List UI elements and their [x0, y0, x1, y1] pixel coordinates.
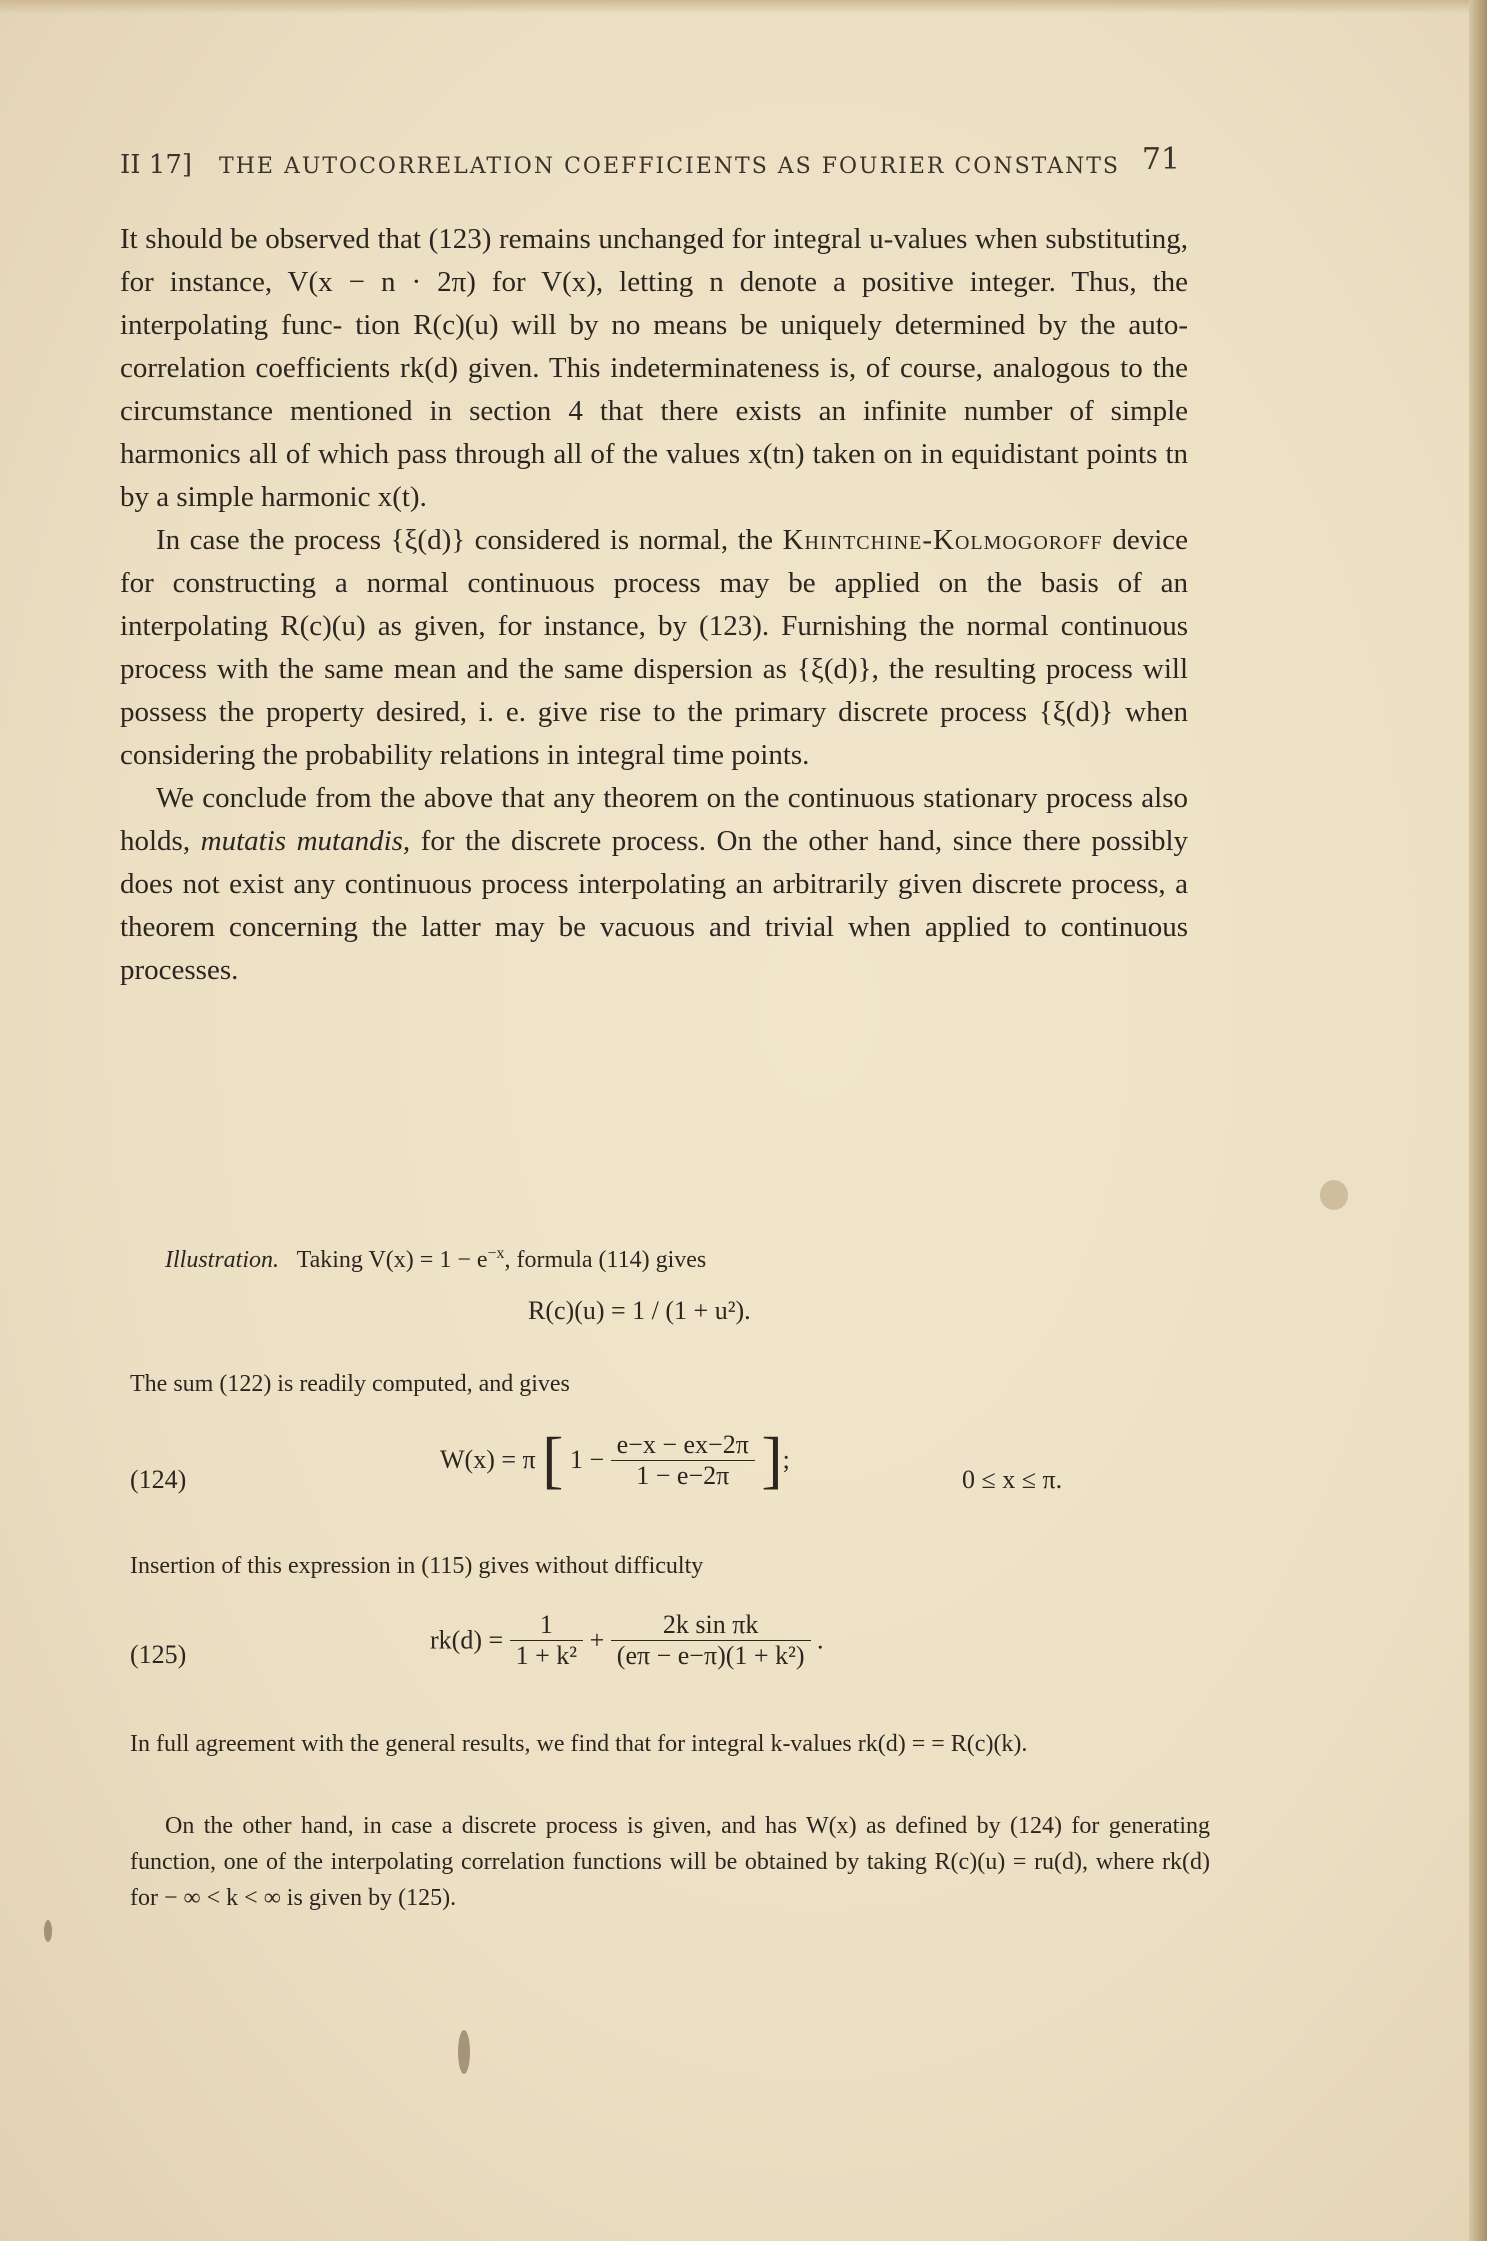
equation-rc: R(c)(u) = 1 / (1 + u²).: [528, 1296, 751, 1325]
eq-125-fraction-2: [611, 1610, 811, 1671]
eq-125-number: (125): [130, 1640, 187, 1669]
eq-125-f2-numerator: 2k sin πk: [611, 1610, 811, 1641]
running-header: [120, 142, 1180, 180]
paragraph-1: [120, 218, 1188, 519]
eq-124-denominator: 1 − e−2π: [636, 1460, 730, 1490]
illustration-line: Illustration. Taking $V(x) = 1 - e^{-x}$, formula (114) gives: [165, 1245, 707, 1273]
eq-125-f1-numerator: 1: [510, 1610, 583, 1641]
p3-part-1: We conclude from the above that any theorem on the continuous stationary process also holds,: [120, 782, 1188, 857]
illustration-label: Illustration.: [165, 1247, 280, 1273]
ink-blot: [458, 2030, 470, 2074]
p1-line-5: correlation coefficients rk(d) given. This indeterminateness is, of: [120, 352, 891, 384]
page-number: 71: [1141, 142, 1180, 177]
margin-mark: [44, 1920, 52, 1942]
eq-124-lhs: W(x) = π: [440, 1445, 536, 1474]
running-title: THE AUTOCORRELATION COEFFICIENTS AS FOURIER CONSTANTS: [219, 154, 1121, 179]
p1-line-6: course, analogous to the circumstance mentioned in section 4 that: [120, 352, 1189, 427]
foxing-spot: [1320, 1180, 1348, 1210]
equation-124: W(x) = π [ 1 − $\frac{e-x - ex-2\pi}{1 - e-2\pi}$ ];: [440, 1424, 790, 1495]
page-top-edge: [0, 0, 1487, 14]
right-bracket: ]: [761, 1424, 783, 1495]
p1-line-9: tn by a simple harmonic x(t).: [120, 438, 1189, 513]
p1-line-4: tion R(c)(u) will by no means be uniquely determined by the auto-: [355, 309, 1189, 341]
eq-124-number: (124): [130, 1465, 187, 1494]
p1-line-1: It should be observed that (123) remains unchanged for integral: [120, 223, 862, 255]
main-text: [120, 218, 1188, 992]
eq-125-fraction-1: [510, 1610, 583, 1671]
page-right-edge: [1469, 0, 1487, 2241]
eq-124-fraction: [611, 1430, 755, 1491]
illustration-text-1: Taking V(x) = 1 − e: [296, 1247, 488, 1273]
p2-part-1: In case the process {ξ(d)} considered is normal, the: [156, 524, 774, 556]
final-paragraph: On the other hand, in case a discrete process is given, and has W(x) as defined by (124) for generating function, one of the interpolating correlation functions will be obtained by taking R(c)(u) = ru(d), where rk(d) for − ∞ < k < ∞ is given by (125).: [130, 1813, 1210, 1911]
eq-125-f2-denominator: (eπ − e−π)(1 + k²): [616, 1641, 805, 1670]
eq-125-f1-denominator: 1 + k²: [515, 1641, 578, 1670]
p1-line-3: letting n denote a positive integer. Thus, the interpolating func-: [120, 266, 1189, 341]
eq-124-numerator: e−x − ex−2π: [611, 1430, 755, 1461]
p1-line-7: there exists an infinite number of simple harmonics all of which: [120, 395, 1189, 470]
section-number: II 17]: [120, 150, 193, 180]
eq-125-lhs: rk(d) =: [430, 1625, 504, 1655]
insertion-sentence: Insertion of this expression in (115) gives without difficulty: [130, 1553, 704, 1579]
agreement-sentence: In full agreement with the general results, we find that for integral k-values rk(d) = = R(c)(k).: [130, 1731, 1028, 1757]
p2-part-2: device for constructing a normal continuous process may be applied on the basis of an interpolating R(c)(u) as given, for instance, by (123). Furnishing the normal continuous process with the same mean and the same dispersion as {ξ(d)}, the resulting process will possess the property desired, i. e. give rise to the primary discrete process {ξ(d)} when considering the probability relations in integral time points.: [120, 524, 1188, 771]
left-bracket: [: [542, 1424, 564, 1495]
illustration-text-2: , formula (114) gives: [504, 1247, 707, 1273]
eq-124-one-minus: 1 −: [569, 1445, 605, 1474]
p1-line-8: pass through all of the values x(tn) taken on in equidistant points: [397, 438, 1158, 470]
eq-124-range: 0 ≤ x ≤ π.: [962, 1465, 1063, 1494]
paragraph-2: [120, 519, 1188, 777]
author-names: Khintchine-Kolmogoroff: [782, 524, 1103, 556]
p1-line-2: u-values when substituting, for instance, V(x − n · 2π) for V(x),: [120, 223, 1189, 298]
sum-sentence: The sum (122) is readily computed, and gives: [130, 1371, 570, 1397]
paragraph-3: [120, 777, 1188, 992]
equation-125: rk(d) = $\frac{1}{\text{1 + k²}}$ + $\frac{\text{2k sin πk}}{\text{(eπ − e−π)(1 + k²)}}$ .: [430, 1610, 824, 1670]
p3-part-2: for the discrete process. On the other hand, since there possibly does not exist any continuous process interpolating an arbitrarily given discrete process, a theorem concerning the latter may be vacuous and trivial when applied to continuous processes.: [120, 825, 1189, 986]
latin-phrase: mutatis mutandis,: [200, 825, 411, 857]
